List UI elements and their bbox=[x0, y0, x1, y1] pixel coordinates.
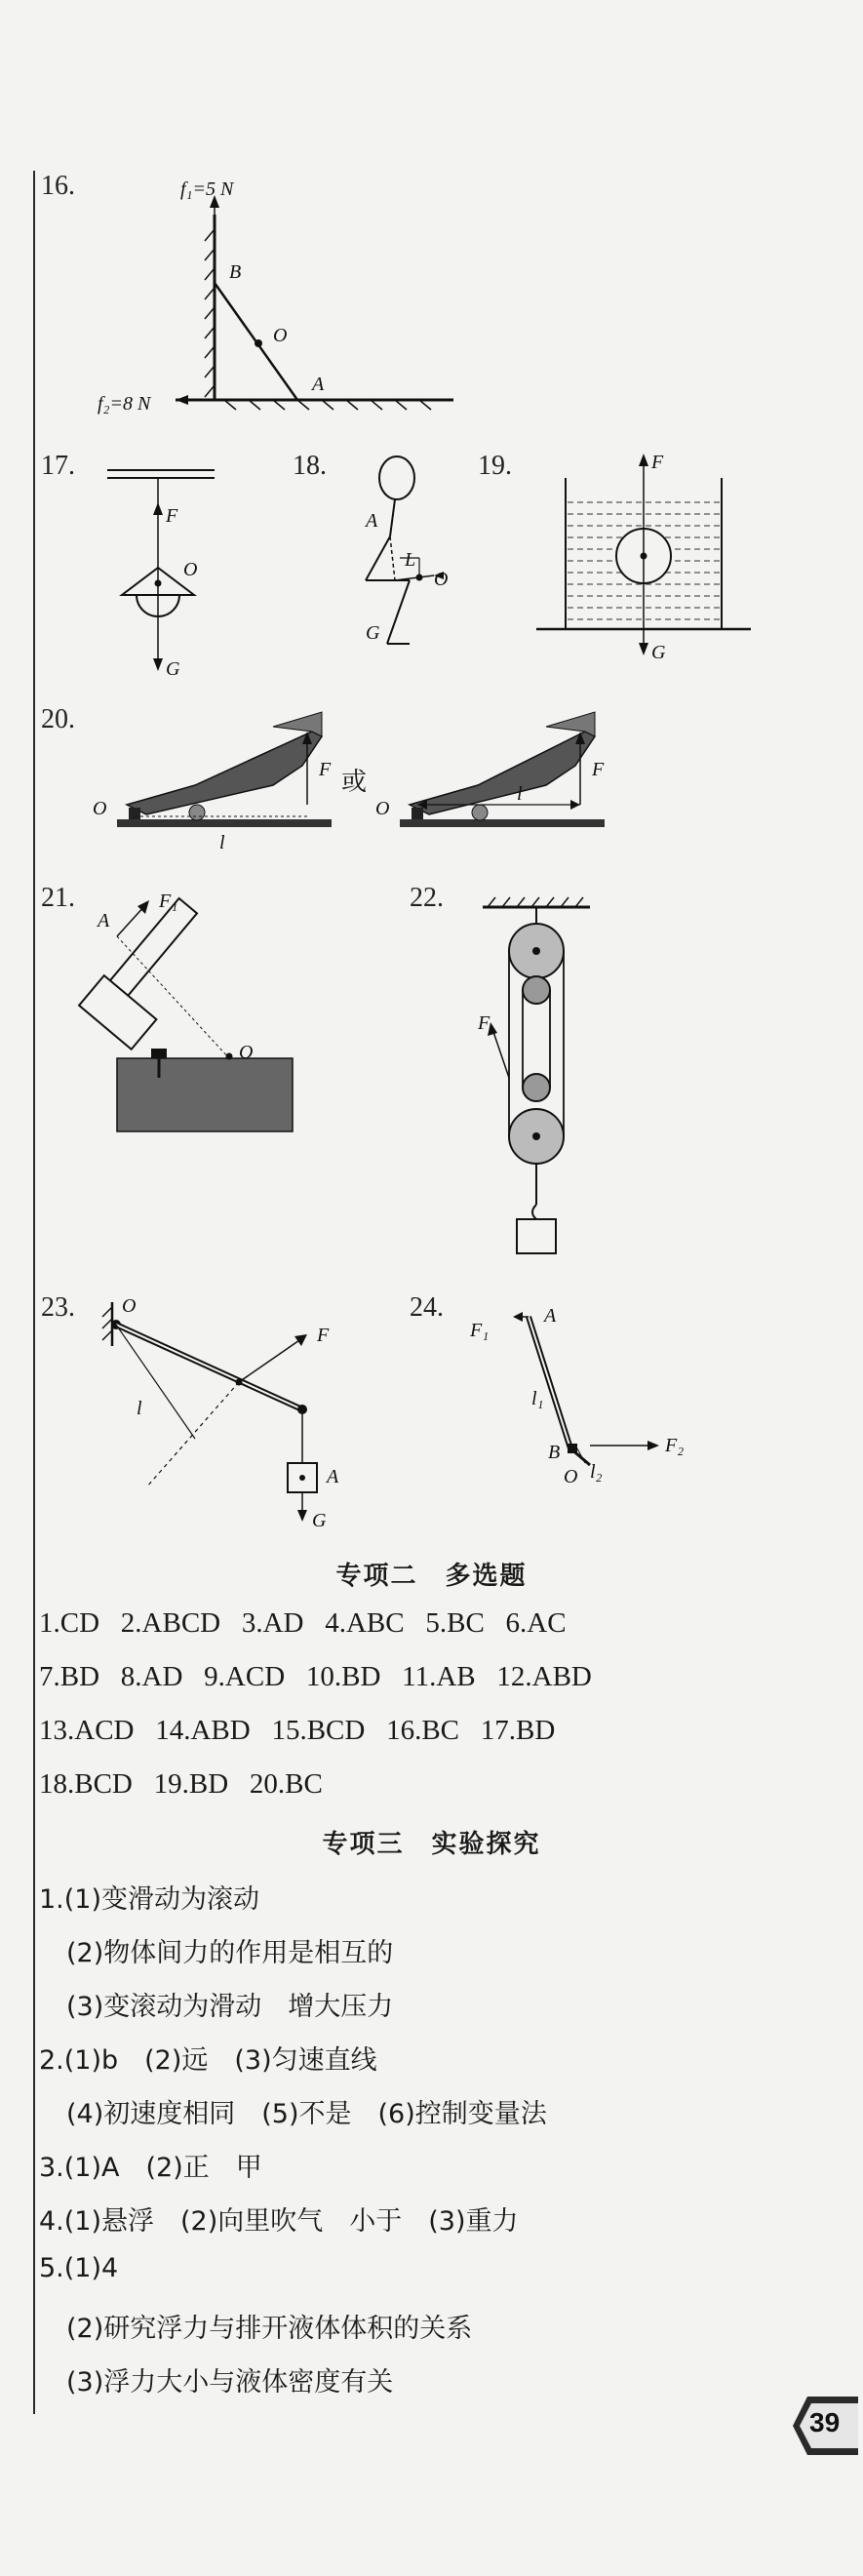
f16-f2-label: f₂=8 N bbox=[98, 393, 151, 415]
figure-21-number: 21. bbox=[41, 883, 75, 913]
page-number-badge bbox=[788, 2392, 858, 2460]
f23-g-label: G bbox=[312, 1510, 327, 1531]
figure-16-number: 16. bbox=[41, 171, 75, 201]
f16-o-label: O bbox=[273, 325, 288, 346]
f20-f2-label: F bbox=[592, 759, 605, 780]
f24-b-label: B bbox=[548, 1442, 561, 1463]
f21-o-label: O bbox=[239, 1042, 254, 1063]
f24-l2-label: l₂ bbox=[590, 1461, 603, 1483]
f23-a-label: A bbox=[327, 1466, 339, 1487]
figure-21 bbox=[93, 883, 336, 1145]
f20-o2-label: O bbox=[375, 798, 390, 819]
f20-o1-label: O bbox=[93, 798, 107, 819]
figure-17-number: 17. bbox=[41, 451, 75, 481]
figure-23-number: 23. bbox=[41, 1292, 75, 1323]
f23-l-label: l bbox=[137, 1398, 142, 1419]
f20-l2-label: l bbox=[517, 783, 523, 805]
figure-24 bbox=[458, 1288, 722, 1506]
section3-line-10: (3)浮力大小与液体密度有关 bbox=[66, 2367, 394, 2398]
section3-line-6: 3.(1)A (2)正 甲 bbox=[39, 2153, 262, 2183]
f17-o-label: O bbox=[183, 559, 198, 580]
figure-22 bbox=[458, 883, 634, 1277]
margin-line bbox=[33, 171, 35, 2414]
section3-line-5: (4)初速度相同 (5)不是 (6)控制变量法 bbox=[66, 2099, 547, 2129]
f22-f-label: F bbox=[478, 1012, 490, 1034]
figure-16 bbox=[88, 171, 478, 428]
page-number: 39 bbox=[809, 2407, 841, 2437]
f23-f-label: F bbox=[317, 1325, 330, 1346]
section3-line-4: 2.(1)b (2)远 (3)匀速直线 bbox=[39, 2045, 377, 2076]
f20-or-label: 或 bbox=[341, 768, 368, 796]
figure-22-number: 22. bbox=[410, 883, 444, 913]
f21-a-label: A bbox=[98, 910, 110, 931]
f20-f1-label: F bbox=[319, 759, 332, 780]
f16-a-label: A bbox=[312, 374, 325, 395]
section2-title: 专项二 多选题 bbox=[335, 1562, 528, 1591]
f23-o-label: O bbox=[122, 1295, 137, 1317]
section3-line-9: (2)研究浮力与排开液体体积的关系 bbox=[66, 2314, 473, 2344]
figure-19 bbox=[527, 449, 761, 677]
section2-line-2: 7.BD 8.AD 9.ACD 10.BD 11.AB 12.ABD bbox=[39, 1661, 592, 1692]
section3-line-2: (2)物体间力的作用是相互的 bbox=[66, 1938, 394, 1968]
section3-line-1: 1.(1)变滑动为滚动 bbox=[39, 1884, 260, 1915]
section3-line-7: 4.(1)悬浮 (2)向里吹气 小于 (3)重力 bbox=[39, 2206, 519, 2237]
figure-24-number: 24. bbox=[410, 1292, 444, 1323]
section2-line-3: 13.ACD 14.ABD 15.BCD 16.BC 17.BD bbox=[39, 1715, 556, 1746]
section3-line-3: (3)变滚动为滑动 增大压力 bbox=[66, 1992, 394, 2022]
f16-b-label: B bbox=[229, 261, 242, 283]
figure-18-number: 18. bbox=[293, 451, 327, 481]
f20-l1-label: l bbox=[219, 832, 225, 853]
f16-f1-label: f₁=5 N bbox=[180, 178, 234, 200]
section2-line-4: 18.BCD 19.BD 20.BC bbox=[39, 1768, 323, 1800]
f24-f2-label: F₂ bbox=[665, 1435, 685, 1456]
f21-f1-label: F₁ bbox=[159, 891, 178, 912]
figure-20 bbox=[88, 707, 790, 857]
section2-line-1: 1.CD 2.ABCD 3.AD 4.ABC 5.BC 6.AC bbox=[39, 1607, 567, 1639]
f18-o-label: O bbox=[434, 569, 449, 590]
figure-23 bbox=[93, 1288, 366, 1555]
f17-f-label: F bbox=[166, 505, 178, 527]
f17-g-label: G bbox=[166, 658, 180, 680]
f24-f1-label: F₁ bbox=[470, 1320, 490, 1341]
f18-g-label: G bbox=[366, 622, 380, 644]
section3-title: 专项三 实验探究 bbox=[322, 1830, 541, 1859]
f18-l-label: L bbox=[405, 549, 416, 571]
figure-20-number: 20. bbox=[41, 704, 75, 734]
figure-17 bbox=[98, 458, 234, 687]
section3-line-8: 5.(1)4 bbox=[39, 2253, 119, 2283]
f19-g-label: G bbox=[651, 642, 666, 663]
figure-18 bbox=[336, 449, 473, 667]
f24-a-label: A bbox=[544, 1305, 557, 1327]
f18-a-label: A bbox=[366, 510, 378, 532]
f24-l1-label: l₁ bbox=[531, 1388, 544, 1409]
figure-19-number: 19. bbox=[478, 451, 512, 481]
f24-o-label: O bbox=[564, 1466, 578, 1487]
f19-f-label: F bbox=[651, 452, 664, 473]
